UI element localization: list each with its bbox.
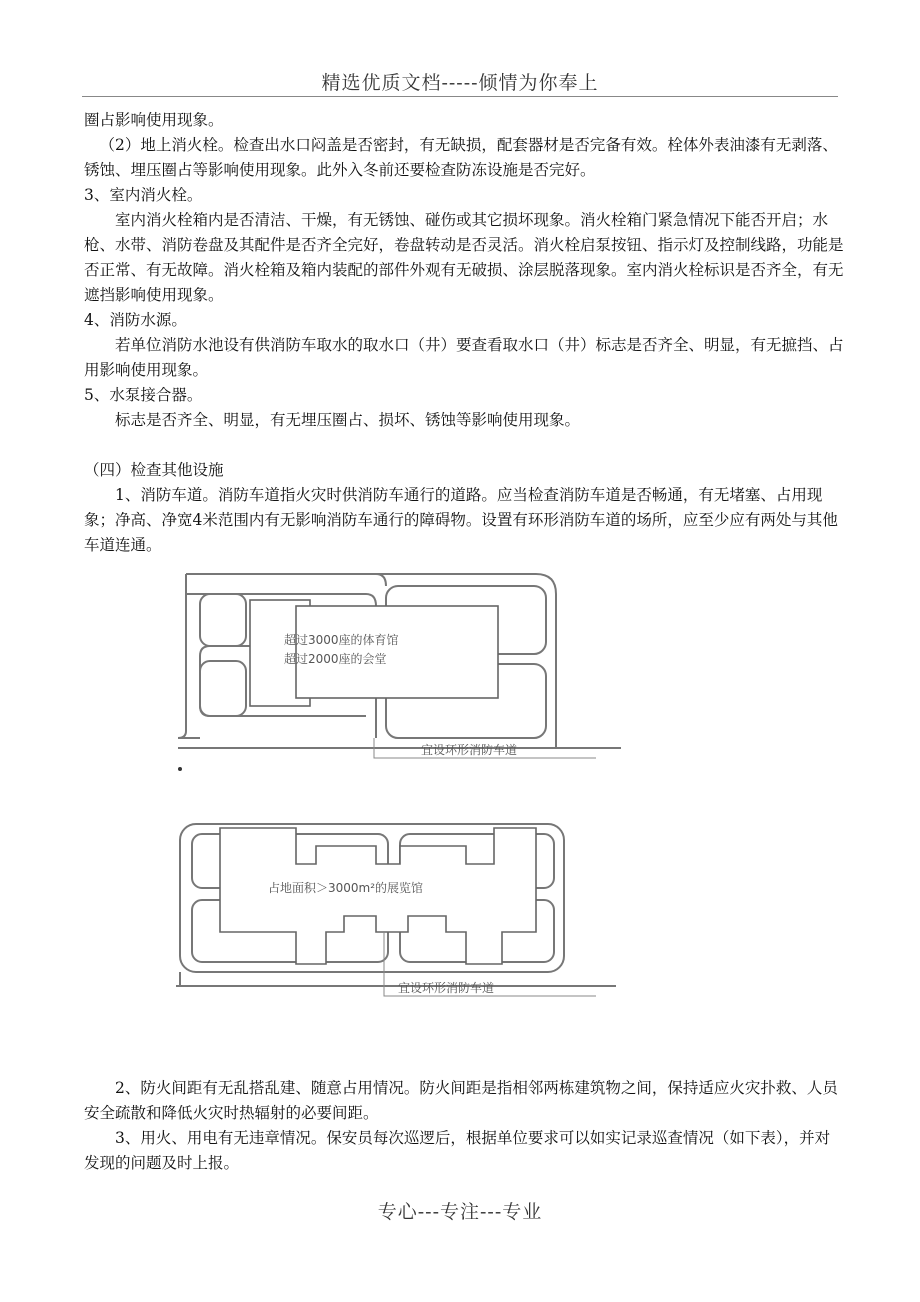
body-text [84, 108, 844, 558]
paragraph: 室内消火栓箱内是否清洁、干燥，有无锈蚀、碰伤或其它损坏现象。消火栓箱门紧急情况下能否开启；水枪、水带、消防卷盘及其配件是否齐全完好，卷盘转动是否灵活。消火栓启泵按钮、指示灯及控制线路，功能是否正常、有无故障。消火栓箱及箱内装配的部件外观有无破损、涂层脱落现象。室内消火栓标识是否齐全，有无遮挡影响使用现象。 [84, 211, 844, 304]
building-label-1: 超过3000座的体育馆 [284, 633, 399, 647]
exhibition-building [220, 828, 536, 964]
paragraph: 3、室内消火栓。 [84, 186, 203, 204]
figure1-drawing [176, 566, 746, 766]
blank-line [84, 433, 844, 458]
section-heading: （四）检查其他设施 [84, 461, 224, 479]
paragraph: 2、防火间距有无乱搭乱建、随意占用情况。防火间距是指相邻两栋建筑物之间，保持适应火灾扑救、人员安全疏散和降低火灾时热辐射的必要间距。 [84, 1079, 838, 1122]
paragraph: （2）地上消火栓。检查出水口闷盖是否密封，有无缺损，配套器材是否完备有效。栓体外表油漆有无剥落、锈蚀、埋压圈占等影响使用现象。此外入冬前还要检查防冻设施是否完好。 [84, 136, 838, 179]
figure-ring-road-stadium [176, 566, 746, 766]
paragraph: 1、消防车道。消防车道指火灾时供消防车通行的道路。应当检查消防车道是否畅通，有无堵塞、占用现象；净高、净宽4米范围内有无影响消防车通行的障碍物。设置有环形消防车道的场所，应至少应有两处与其他车道连通。 [84, 486, 838, 554]
figure1-caption: 宜设环形消防车道 [421, 743, 518, 757]
stray-mark [178, 767, 182, 771]
page-header: 精选优质文档-----倾情为你奉上 [321, 72, 599, 94]
figure2-caption: 宜设环形消防车道 [398, 981, 495, 995]
paragraph: 5、水泵接合器。 [84, 386, 203, 404]
paragraph: 4、消防水源。 [84, 311, 187, 329]
paragraph: 若单位消防水池设有供消防车取水的取水口（井）要查看取水口（井）标志是否齐全、明显，有无摭挡、占用影响使用现象。 [84, 336, 844, 379]
page-footer: 专心---专注---专业 [377, 1201, 543, 1223]
header-rule [82, 96, 838, 97]
body-text-continued [84, 1076, 844, 1176]
figure2-drawing [176, 820, 746, 1010]
paragraph: 3、用火、用电有无违章情况。保安员每次巡逻后，根据单位要求可以如实记录巡查情况（如下表），并对发现的问题及时上报。 [84, 1129, 831, 1172]
figure-ring-road-exhibition [176, 820, 746, 1010]
building-label: 占地面积＞3000m²的展览馆 [268, 881, 424, 895]
building-label-2: 超过2000座的会堂 [284, 652, 387, 666]
paragraph: 圈占影响使用现象。 [84, 111, 224, 129]
paragraph: 标志是否齐全、明显，有无埋压圈占、损坏、锈蚀等影响使用现象。 [115, 411, 581, 429]
